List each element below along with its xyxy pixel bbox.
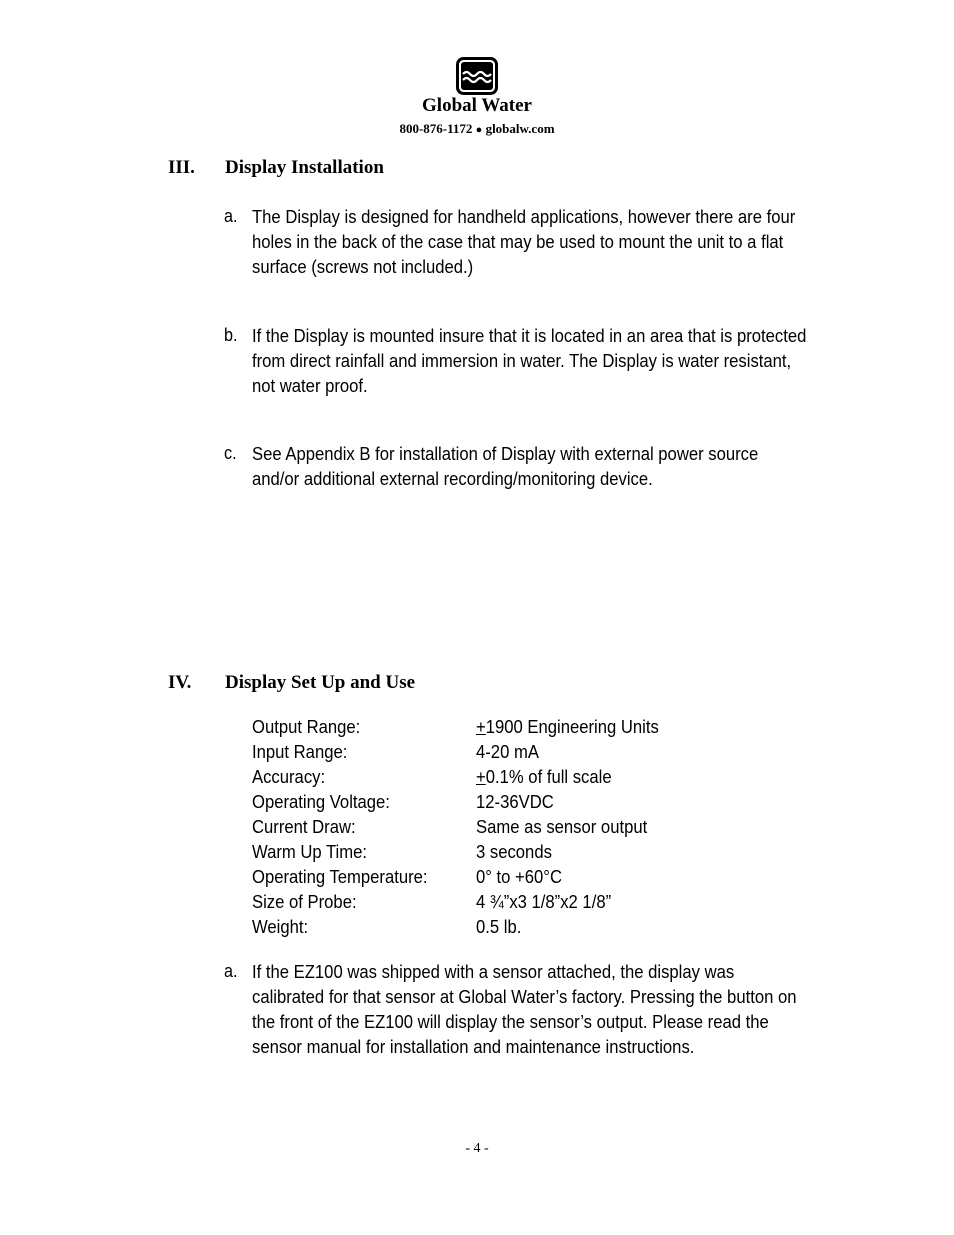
spec-label-cell — [252, 739, 476, 764]
spec-value-wrap — [476, 864, 562, 889]
page-number: - 4 - — [465, 1141, 489, 1156]
spec-value-cell — [476, 789, 679, 814]
spec-label-cell — [252, 764, 476, 789]
spec-label-cell — [252, 914, 476, 939]
section-4-number: IV. — [168, 672, 192, 693]
spec-value-cell — [476, 889, 679, 914]
spec-label: Size of Probe: — [252, 891, 357, 912]
spec-value-cell — [476, 739, 679, 764]
spec-label: Weight: — [252, 916, 309, 937]
spec-row — [252, 864, 679, 889]
section-3-title: Display Installation — [225, 157, 384, 178]
spec-value: 0° to +60°C — [476, 866, 562, 887]
spec-label-cell — [252, 889, 476, 914]
spec-value-cell — [476, 764, 679, 789]
brand-name: Global Water — [422, 95, 532, 116]
spec-row — [252, 714, 679, 739]
spec-value-cell — [476, 914, 679, 939]
spec-value: 0.1% of full scale — [485, 766, 612, 787]
section-3-number: III. — [168, 157, 195, 178]
spec-value-cell — [476, 714, 679, 739]
spec-value: 0.5 lb. — [476, 916, 522, 937]
spec-row — [252, 814, 679, 839]
spec-label: Warm Up Time: — [252, 841, 368, 862]
global-water-logo-icon — [456, 57, 498, 95]
spec-value-cell — [476, 814, 679, 839]
spec-row — [252, 789, 679, 814]
spec-value-wrap — [476, 889, 611, 914]
spec-value: Same as sensor output — [476, 816, 648, 837]
brand-contact — [0, 121, 954, 137]
item-3c-letter: c. — [224, 443, 237, 463]
spec-label-cell — [252, 864, 476, 889]
plus-minus-sign: + — [476, 716, 486, 737]
spec-value-cell — [476, 839, 679, 864]
spec-value: 4 ¾”x3 1/8”x2 1/8” — [476, 891, 612, 912]
spec-label: Input Range: — [252, 741, 348, 762]
item-4a-text: If the EZ100 was shipped with a sensor attached, the display was calibrated for that sensor at Global Water’s factory. Pressing the button on the front of the EZ100 will display the sensor’s output. Please read the sensor manual for installation and maintenance instructions. — [252, 961, 797, 1057]
bullet-separator: ● — [475, 124, 483, 136]
spec-value-wrap — [476, 739, 539, 764]
spec-label: Current Draw: — [252, 816, 356, 837]
spec-label-cell — [252, 789, 476, 814]
spec-row — [252, 739, 679, 764]
spec-row — [252, 889, 679, 914]
spec-value-wrap — [476, 764, 612, 789]
spec-row — [252, 764, 679, 789]
spec-value: 1900 Engineering Units — [485, 716, 659, 737]
specifications-table — [252, 714, 679, 939]
phone-number: 800-876-1172 — [399, 121, 473, 136]
spec-row — [252, 914, 679, 939]
section-4-title: Display Set Up and Use — [225, 672, 416, 693]
item-3c-text: See Appendix B for installation of Display with external power source and/or additional external recording/monitoring device. — [252, 443, 759, 489]
spec-value: 12-36VDC — [476, 791, 554, 812]
spec-value: 4-20 mA — [476, 741, 539, 762]
item-3a-text: The Display is designed for handheld applications, however there are four holes in the back of the case that may be used to mount the unit to a flat surface (screws not included.) — [252, 206, 796, 277]
item-3b-text: If the Display is mounted insure that it is located in an area that is protected from direct rainfall and immersion in water. The Display is water resistant, not water proof. — [252, 325, 807, 396]
spec-label: Output Range: — [252, 716, 361, 737]
plus-minus-sign: + — [476, 766, 486, 787]
spec-row — [252, 839, 679, 864]
spec-value-wrap — [476, 789, 554, 814]
spec-value-wrap — [476, 839, 552, 864]
spec-label-cell — [252, 714, 476, 739]
spec-label-cell — [252, 814, 476, 839]
website: globalw.com — [485, 121, 555, 136]
item-4a-letter: a. — [224, 961, 238, 981]
spec-label: Operating Voltage: — [252, 791, 390, 812]
spec-label: Accuracy: — [252, 766, 326, 787]
spec-value-wrap — [476, 914, 521, 939]
spec-label-cell — [252, 839, 476, 864]
spec-value-wrap — [476, 814, 647, 839]
spec-value: 3 seconds — [476, 841, 552, 862]
spec-value-cell — [476, 864, 679, 889]
item-3b-letter: b. — [224, 325, 238, 345]
spec-label: Operating Temperature: — [252, 866, 428, 887]
item-3a-letter: a. — [224, 206, 238, 226]
spec-value-wrap — [476, 714, 659, 739]
